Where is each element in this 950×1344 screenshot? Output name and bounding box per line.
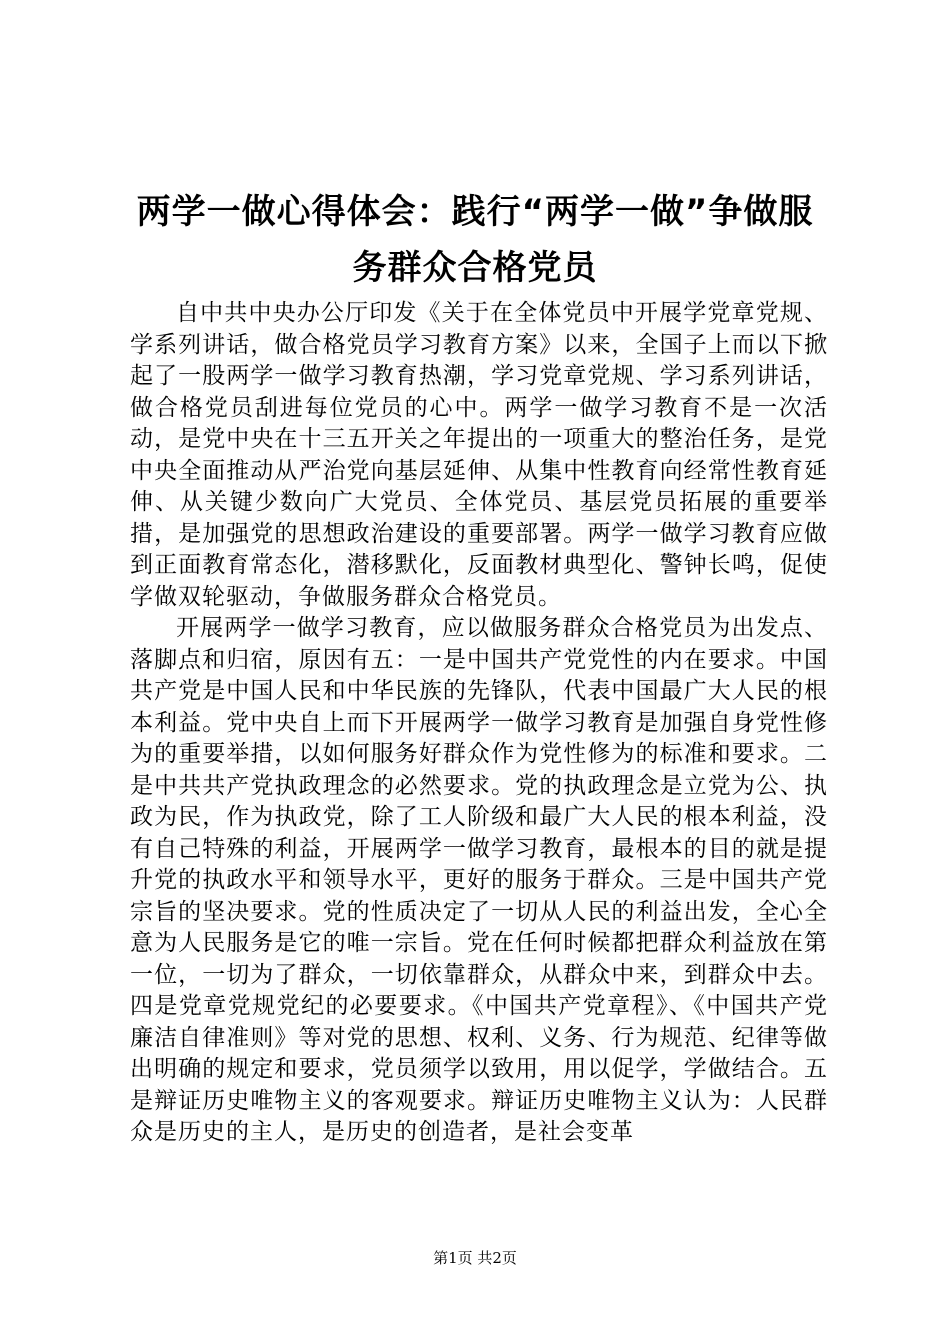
page-title xyxy=(120,184,830,296)
paragraph-1: 自中共中央办公厅印发《关于在全体党员中开展学党章党规、学系列讲话，做合格党员学习教育方案》以来，全国子上而以下掀起了一股两学一做学习教育热潮，学习党章党规、学习系列讲话，做合格党员刮进每位党员的心中。两学一做学习教育不是一次活动，是党中央在十三五开关之年提出的一项重大的整治任务，是党中央全面推动从严治党向基层延伸、从集中性教育向经常性教育延伸、从关键少数向广大党员、全体党员、基层党员拓展的重要举措，是加强党的思想政治建设的重要部署。两学一做学习教育应做到正面教育常态化，潜移默化，反面教材典型化、警钟长鸣，促使学做双轮驱动，争做服务群众合格党员。 xyxy=(130,300,828,610)
title-line-1: 两学一做心得体会：践行“两学一做”争做服 xyxy=(136,192,814,232)
page-footer: 第1页 共2页 xyxy=(433,1249,517,1267)
paragraph-2: 开展两学一做学习教育，应以做服务群众合格党员为出发点、落脚点和归宿，原因有五：一是中国共产党党性的内在要求。中国共产党是中国人民和中华民族的先锋队，代表中国最广大人民的根本利益。党中央自上而下开展两学一做学习教育是加强自身党性修为的重要举措，以如何服务好群众作为党性修为的标准和要求。二是中共共产党执政理念的必然要求。党的执政理念是立党为公、执政为民，作为执政党，除了工人阶级和最广大人民的根本利益，没有自己特殊的利益，开展两学一做学习教育，最根本的目的就是提升党的执政水平和领导水平，更好的服务于群众。三是中国共产党宗旨的坚决要求。党的性质决定了一切从人民的利益出发，全心全意为人民服务是它的唯一宗旨。党在任何时候都把群众利益放在第一位，一切为了群众，一切依靠群众，从群众中来，到群众中去。四是党章党规党纪的必要要求。《中国共产党章程》、《中国共产党廉洁自律准则》等对党的思想、权利、义务、行为规范、纪律等做出明确的规定和要求，党员须学以致用，用以促学，学做结合。五是辩证历史唯物主义的客观要求。辩证历史唯物主义认为：人民群众是历史的主人，是历史的创造者，是社会变革 xyxy=(130,615,828,1145)
title-line-2: 务群众合格党员 xyxy=(352,248,598,288)
document-body xyxy=(130,298,828,1149)
